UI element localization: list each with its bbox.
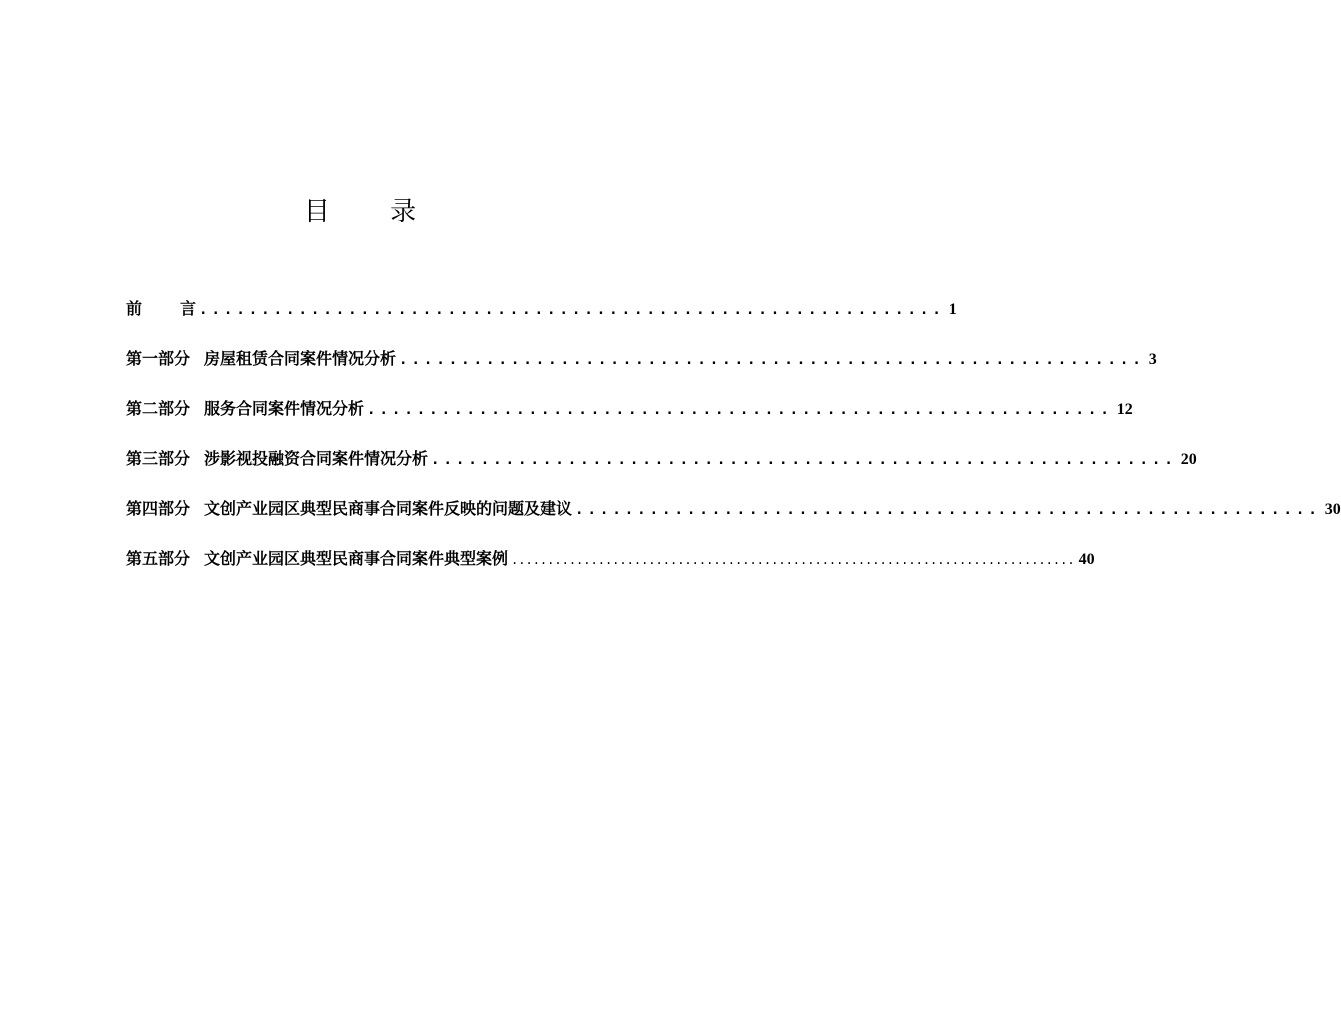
toc-entry-part: 第五部分 bbox=[126, 549, 191, 568]
toc-entry-part: 第二部分 bbox=[126, 399, 191, 418]
toc-entry-part: 前言 bbox=[126, 299, 197, 318]
toc-entry-part-3[interactable] bbox=[126, 446, 1197, 496]
toc-entry-heading: 房屋租赁合同案件情况分析 bbox=[204, 349, 397, 368]
toc-entry-heading: 服务合同案件情况分析 bbox=[204, 399, 365, 418]
toc-entry-page-number: 12 bbox=[1116, 401, 1133, 418]
toc-dot-leader: ............................................................ bbox=[431, 452, 1177, 468]
toc-entry-part: 第三部分 bbox=[126, 449, 191, 468]
toc-dot-leader: .............................................................................. bbox=[511, 553, 1075, 567]
toc-entry-part: 第一部分 bbox=[126, 349, 191, 368]
toc-entry-page-number: 20 bbox=[1180, 451, 1197, 468]
toc-entry-page-number: 1 bbox=[948, 301, 957, 318]
toc-dot-leader: ............................................................ bbox=[399, 352, 1145, 368]
toc-dot-leader: ............................................................ bbox=[199, 302, 945, 318]
toc-dot-leader: ............................................................ bbox=[367, 402, 1113, 418]
toc-entry-part: 第四部分 bbox=[126, 499, 191, 518]
toc-entry-part-1[interactable] bbox=[126, 346, 1157, 396]
toc-entry-heading: 文创产业园区典型民商事合同案件典型案例 bbox=[204, 549, 509, 568]
toc-entry-part-2[interactable] bbox=[126, 396, 1133, 446]
toc-entry-heading: 涉影视投融资合同案件情况分析 bbox=[204, 449, 429, 468]
toc-entry-page-number: 3 bbox=[1148, 351, 1157, 368]
toc-entry-page-number: 30 bbox=[1324, 501, 1341, 518]
toc-title: 目 录 bbox=[303, 197, 443, 227]
table-of-contents bbox=[126, 296, 1341, 596]
toc-dot-leader: ............................................................ bbox=[575, 502, 1321, 518]
toc-entry-part-4[interactable] bbox=[126, 496, 1341, 546]
toc-entry-page-number: 40 bbox=[1078, 551, 1095, 568]
toc-entry-preface[interactable] bbox=[126, 296, 957, 346]
toc-entry-heading: 文创产业园区典型民商事合同案件反映的问题及建议 bbox=[204, 499, 573, 518]
toc-entry-part-5[interactable] bbox=[126, 546, 1095, 596]
